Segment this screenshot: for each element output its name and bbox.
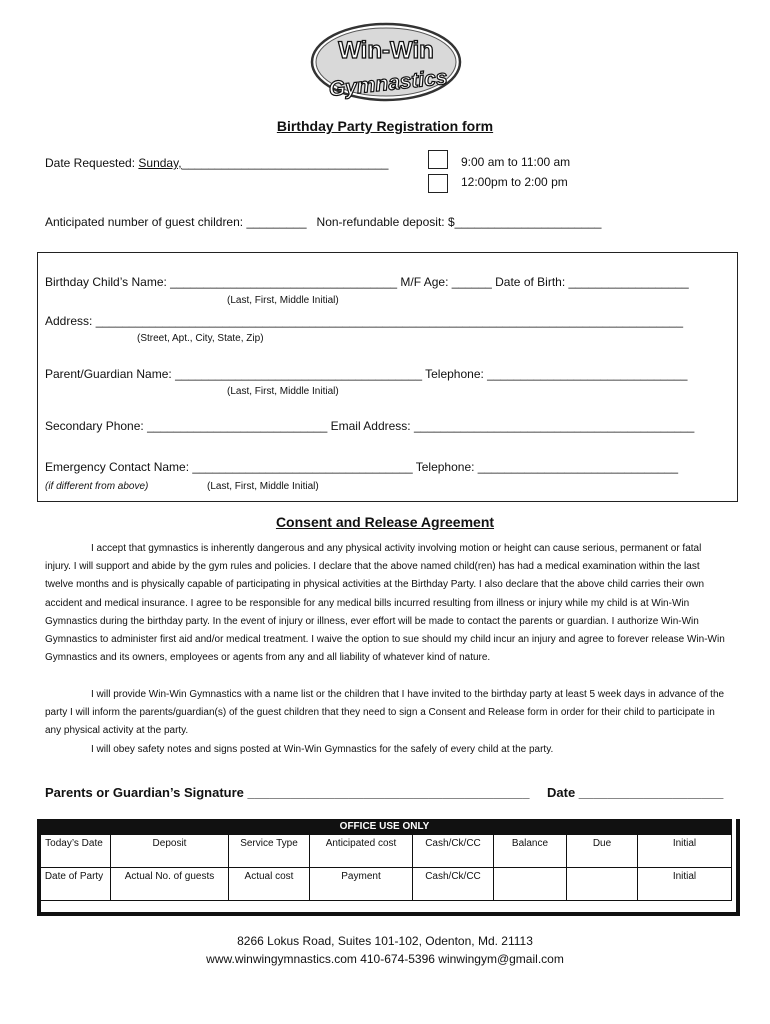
emergency-hint-italic: (if different from above) bbox=[45, 481, 149, 492]
child-name-hint: (Last, First, Middle Initial) bbox=[227, 295, 339, 306]
office-cell[interactable]: Today’s Date bbox=[38, 835, 111, 868]
emergency-hint: (Last, First, Middle Initial) bbox=[207, 481, 319, 492]
date-requested-blank: _______________________________ bbox=[181, 156, 389, 170]
office-cell[interactable]: Initial bbox=[638, 835, 732, 868]
consent-p1-text: I accept that gymnastics is inherently dangerous and any physical activity involving motion or height can cause serious, permanent or fatal injury. I will support and abide by the gym rules and policies. I declare that the above named child(ren) has had a medical examination within the last twelve months and is physically capable of participating in physical activities at the Birthday Party. I also declare that the above child carries their own accident and medical insurance. I agree to be responsible for any medical bills incurred resulting from illness or injury while my child is at Win-Win Gymnastics during the birthday party. In the event of injury or illness, ever effort will be made to contact the parents or guardian. I authorize Win-Win Gymnastics to administer first aid and/or medical treatment. I waive the option to sue should my child incur an injury and agree to forever release Win-Win Gymnastics and its owners, employees or agents from any and all liability of whatever kind of nature. bbox=[45, 543, 725, 664]
office-cell[interactable]: Due bbox=[567, 835, 638, 868]
office-cell[interactable]: Balance bbox=[494, 835, 567, 868]
date-requested[interactable] bbox=[45, 156, 388, 170]
office-cell[interactable]: Service Type bbox=[229, 835, 310, 868]
consent-paragraph-3 bbox=[45, 741, 730, 759]
office-row-2 bbox=[38, 868, 732, 901]
emergency-contact-line[interactable]: Emergency Contact Name: _________________________________ Telephone: ______________________________ bbox=[45, 460, 679, 474]
office-cell[interactable] bbox=[567, 868, 638, 901]
office-cell[interactable]: Cash/Ck/CC bbox=[413, 868, 494, 901]
logo-line2: Gymnastics bbox=[327, 65, 449, 102]
date-requested-label: Date Requested: bbox=[45, 156, 136, 170]
office-cell[interactable]: Anticipated cost bbox=[310, 835, 413, 868]
office-cell[interactable]: Actual No. of guests bbox=[111, 868, 229, 901]
office-use-header: OFFICE USE ONLY bbox=[38, 820, 732, 835]
address-hint: (Street, Apt., City, State, Zip) bbox=[137, 333, 264, 344]
office-cell[interactable]: Deposit bbox=[111, 835, 229, 868]
guest-count-label: Anticipated number of guest children: _________ bbox=[45, 215, 307, 229]
signature-line[interactable]: Parents or Guardian’s Signature _______________________________________ bbox=[45, 785, 530, 800]
time-slot-2-label: 12:00pm to 2:00 pm bbox=[461, 175, 568, 189]
time-slot-2-checkbox[interactable] bbox=[428, 174, 448, 193]
secondary-phone-line[interactable]: Secondary Phone: ___________________________ Email Address: __________________________________________ bbox=[45, 419, 695, 433]
office-cell[interactable]: Payment bbox=[310, 868, 413, 901]
time-slot-1-label: 9:00 am to 11:00 am bbox=[461, 155, 571, 169]
address-line[interactable]: Address: ________________________________________________________________________________________ bbox=[45, 314, 683, 328]
win-win-logo bbox=[308, 20, 466, 104]
footer-contact: www.winwingymnastics.com 410-674-5396 winwingym@gmail.com bbox=[206, 952, 564, 966]
office-cell[interactable]: Cash/Ck/CC bbox=[413, 835, 494, 868]
time-slot-1-checkbox[interactable] bbox=[428, 150, 448, 169]
child-name-line[interactable]: Birthday Child’s Name: __________________________________ M/F Age: ______ Date of Birth: __________________ bbox=[45, 275, 689, 289]
form-title: Birthday Party Registration form bbox=[276, 118, 494, 134]
office-cell[interactable]: Date of Party bbox=[38, 868, 111, 901]
consent-p3-text: I will obey safety notes and signs posted at Win-Win Gymnastics for the safely of every child at the party. bbox=[91, 744, 554, 755]
parent-name-line[interactable]: Parent/Guardian Name: _____________________________________ Telephone: ______________________________ bbox=[45, 367, 688, 381]
logo-line1: Win-Win bbox=[338, 37, 434, 64]
office-cell[interactable]: Actual cost bbox=[229, 868, 310, 901]
date-requested-value: Sunday, bbox=[138, 156, 182, 170]
footer-address: 8266 Lokus Road, Suites 101-102, Odenton, Md. 21113 bbox=[237, 934, 533, 948]
parent-name-hint: (Last, First, Middle Initial) bbox=[227, 386, 339, 397]
office-cell[interactable]: Initial bbox=[638, 868, 732, 901]
consent-title: Consent and Release Agreement bbox=[275, 514, 495, 530]
office-cell[interactable] bbox=[494, 868, 567, 901]
deposit-field: Non-refundable deposit: $______________________ bbox=[316, 215, 602, 229]
consent-paragraph-2 bbox=[45, 686, 730, 741]
consent-p2-text: I will provide Win-Win Gymnastics with a name list or the children that I have invited to the birthday party at least 5 week days in advance of the party I will inform the parents/guardian(s) of the guest children that they need to sign a Consent and Release form in order for their child to participate in any physical activity at the party. bbox=[45, 689, 725, 737]
consent-paragraph-1 bbox=[45, 540, 730, 667]
signature-date-line[interactable]: Date ____________________ bbox=[547, 785, 724, 800]
office-use-table bbox=[37, 819, 732, 901]
guest-count-field[interactable] bbox=[45, 215, 601, 229]
office-row-1 bbox=[38, 835, 732, 868]
